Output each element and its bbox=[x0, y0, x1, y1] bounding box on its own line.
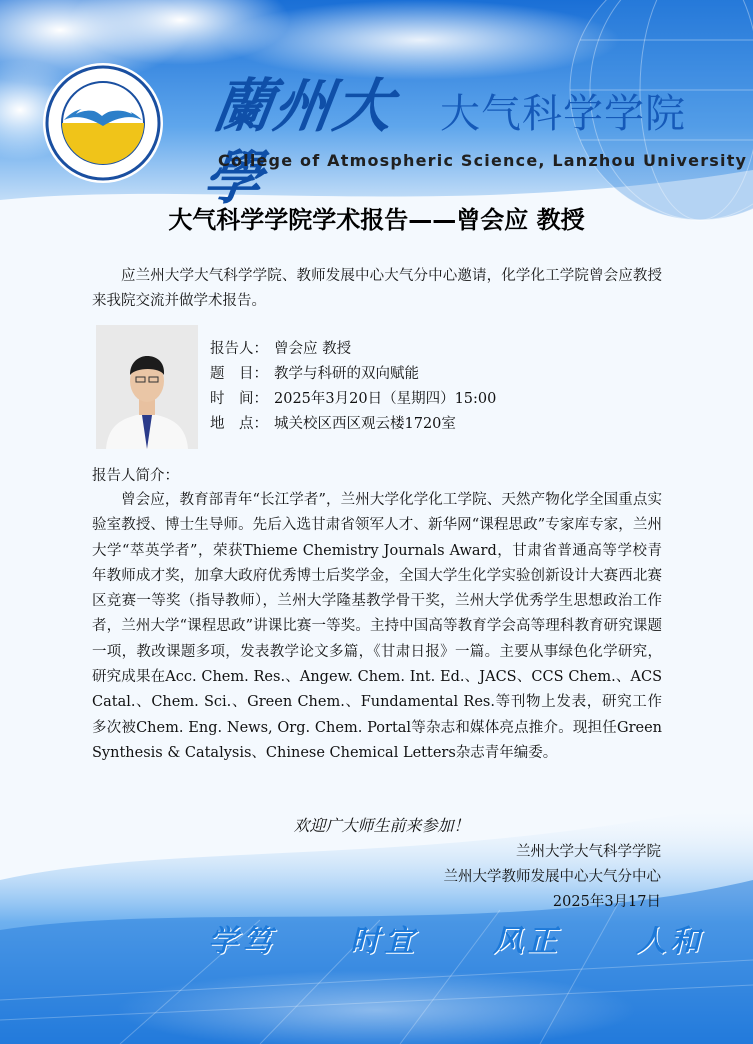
info-label: 时 间： bbox=[210, 391, 268, 407]
university-calligraphy: 蘭州大學 bbox=[199, 72, 399, 212]
info-label: 题 目： bbox=[210, 366, 268, 382]
info-time bbox=[210, 387, 496, 412]
college-name-cn: 大气科学学院 bbox=[440, 91, 686, 137]
college-name-en: College of Atmospheric Science, Lanzhou University bbox=[218, 151, 748, 170]
organizer-block bbox=[444, 840, 662, 915]
speaker-photo bbox=[96, 325, 198, 449]
info-value: 城关校区西区观云楼1720室 bbox=[274, 416, 456, 432]
motto-word: 学笃 bbox=[208, 924, 276, 959]
motto-word: 风正 bbox=[493, 924, 561, 959]
info-value: 2025年3月20日（星期四）15:00 bbox=[274, 391, 497, 407]
intro-paragraph: 应兰州大学大气科学学院、教师发展中心大气分中心邀请，化学化工学院曾会应教授来我院交流并做学术报告。 bbox=[92, 268, 662, 309]
info-value: 教学与科研的双向赋能 bbox=[274, 366, 419, 382]
talk-info bbox=[210, 337, 496, 437]
info-topic bbox=[210, 362, 496, 387]
bio-paragraph: 曾会应，教育部青年“长江学者”，兰州大学化学化工学院、天然产物化学全国重点实验室教授、博士生导师。先后入选甘肃省领军人才、新华网“课程思政”专家库专家，兰州大学“萃英学者”，荣获Thieme Chemistry Journals Award，甘肃省普通高等学校青年教师成才奖，加拿大政府优秀博士后奖学金，全国大学生化学实验创新设计大赛西北赛区竞赛一等奖（指导教师），兰州大学隆基教学骨干奖，兰州大学优秀学生思想政治工作者，兰州大学“课程思政”讲课比赛一等奖。主持中国高等教育学会高等理科教育研究课题一项，教改课题多项，发表教学论文多篇，《甘肃日报》一篇。主要从事绿色化学研究，研究成果在Acc. Chem. Res.、Angew. Chem. Int. Ed.、JACS、CCS Chem.、ACS Catal.、Chem. Sci.、Green Chem.、Fundamental Res.等刊物上发表，研究工作多次被Chem. Eng. News, Org. Chem. Portal等杂志和媒体亮点推介。现担任Green Synthesis & Catalysis、Chinese Chemical Letters杂志青年编委。 bbox=[92, 492, 662, 761]
header bbox=[0, 0, 753, 212]
info-speaker bbox=[210, 337, 496, 362]
info-label: 报告人： bbox=[210, 341, 268, 357]
bio-heading: 报告人简介： bbox=[92, 468, 179, 484]
organizer-line: 兰州大学大气科学学院 bbox=[516, 844, 661, 860]
motto-word: 时宜 bbox=[350, 924, 418, 959]
university-seal-logo bbox=[42, 62, 164, 184]
info-location bbox=[210, 412, 496, 437]
organizer-line: 兰州大学教师发展中心大气分中心 bbox=[443, 869, 661, 885]
welcome-text: 欢迎广大师生前来参加！ bbox=[293, 816, 470, 835]
motto-word: 人和 bbox=[636, 924, 704, 959]
poster-title: 大气科学学院学术报告——曾会应 教授 bbox=[168, 206, 585, 234]
info-value: 曾会应 教授 bbox=[274, 341, 352, 357]
info-label: 地 点： bbox=[210, 416, 268, 432]
issue-date: 2025年3月17日 bbox=[552, 894, 661, 910]
